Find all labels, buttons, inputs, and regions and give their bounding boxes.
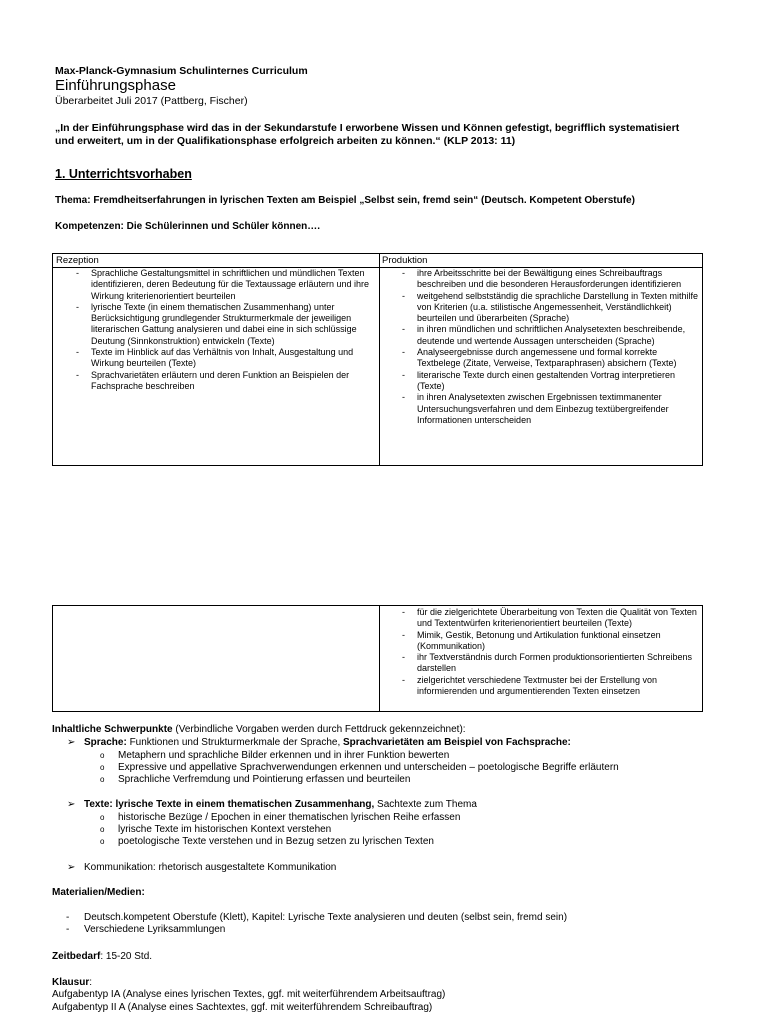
list-item: o poetologische Texte verstehen und in Bezug setzen zu lyrischen Texten xyxy=(100,835,434,847)
column-divider xyxy=(379,254,380,465)
focus-item-kommunikation: ➢ Kommunikation: rhetorisch ausgestaltete Kommunikation xyxy=(67,862,337,873)
dash-bullet: - xyxy=(76,347,79,358)
circle-bullet-icon: o xyxy=(100,813,105,822)
competence-line: Kompetenzen: Die Schülerinnen und Schüler können…. xyxy=(55,221,321,232)
focus-heading-bold: Inhaltliche Schwerpunkte xyxy=(52,724,173,735)
list-item: - Mimik, Gestik, Betonung und Artikulation funktional einsetzen (Kommunikation) xyxy=(402,629,661,651)
competence-table xyxy=(52,253,703,466)
list-item: o historische Bezüge / Epochen in einer thematischen lyrischen Reihe erfassen xyxy=(100,812,461,823)
circle-bullet-icon: o xyxy=(100,762,105,772)
list-item: - Texte im Hinblick auf das Verhältnis von Inhalt, Ausgestaltung und Wirkung beurteilen (Texte) xyxy=(76,347,354,369)
list-item: - für die zielgerichtete Überarbeitung von Texten die Qualität von Texten und Textentwürfen kriterienorientiert beurteilen (Texte) xyxy=(402,607,697,629)
dash-bullet: - xyxy=(402,290,405,301)
focus-item-texte: ➢ Texte: lyrische Texte in einem thematischen Zusammenhang, Sachtexte zum Thema xyxy=(67,799,477,810)
produktion-list-continued xyxy=(382,607,700,697)
arrow-bullet-icon: ➢ xyxy=(67,862,76,873)
rezeption-list xyxy=(56,268,374,392)
list-item: - in ihren Analysetexten zwischen Ergebnissen textimmanenter Untersuchungsverfahren und dem Einbezug textübergreifender Informationen unterscheiden xyxy=(402,392,669,425)
time-requirement: Zeitbedarf: 15-20 Std. xyxy=(52,951,153,962)
dash-bullet: - xyxy=(402,674,405,685)
list-item: - weitgehend selbstständig die sprachliche Darstellung in Texten mithilfe von Kriterien (u.a. stilistische Angemessenheit, Verständlichkeit) beurteilen und überarbeiten (Sprache) xyxy=(402,290,698,324)
exam-type-line: Aufgabentyp II A (Analyse eines Sachtextes, ggf. mit weiterführendem Schreibauftrag) xyxy=(52,1002,433,1013)
circle-bullet-icon: o xyxy=(100,824,105,834)
arrow-bullet-icon: ➢ xyxy=(67,799,76,810)
intro-quote: „In der Einführungsphase wird das in der Sekundarstufe I erworbene Wissen und Können gefestigt, begrifflich systematisiert und erweitert, um in der Qualifikationsphase erfolgreich arbeiten zu können.“ (KLP 2013: 11) xyxy=(55,122,680,147)
column-header-rezeption: Rezeption xyxy=(56,255,99,266)
revision-note: Überarbeitet Juli 2017 (Pattberg, Fischer) xyxy=(55,95,248,107)
school-title: Max-Planck-Gymnasium Schulinternes Curriculum xyxy=(55,65,308,77)
list-item: - in ihren mündlichen und schriftlichen Analysetexten beschreibende, deutende und wertende Aussagen unterscheiden (Sprache) xyxy=(402,324,686,346)
focus-item-sprache: ➢ Sprache: Funktionen und Strukturmerkmale der Sprache, Sprachvarietäten am Beispiel von Fachsprache: xyxy=(67,737,571,748)
competence-table-continued xyxy=(52,605,703,712)
sprache-sub-list xyxy=(100,750,619,785)
dash-bullet: - xyxy=(402,347,405,358)
list-item: - Sprachliche Gestaltungsmittel in schriftlichen und mündlichen Texten identifizieren, deren Bedeutung für die Textaussage erläutern und ihre Wirkung kriterienorientiert beurteilen xyxy=(76,268,370,301)
dash-bullet: - xyxy=(402,629,405,640)
column-divider xyxy=(379,606,380,711)
circle-bullet-icon: o xyxy=(100,774,105,784)
list-item: - literarische Texte durch einen gestaltenden Vortrag interpretieren (Texte) xyxy=(402,369,675,391)
list-item: - ihr Textverständnis durch Formen produktionsorientierten Schreibens darstellen xyxy=(402,652,692,674)
exam-type-line: Aufgabentyp IA (Analyse eines lyrischen Textes, ggf. mit weiterführendem Arbeitsauftrag) xyxy=(52,989,446,1000)
texte-sub-list xyxy=(100,812,460,847)
produktion-list xyxy=(382,268,700,426)
list-item: o lyrische Texte im historischen Kontext verstehen xyxy=(100,823,332,835)
exam-heading: Klausur: xyxy=(52,977,93,988)
list-item: - ihre Arbeitsschritte bei der Bewältigung eines Schreibauftrags beschreiben und die besonderen Herausforderungen identifizieren xyxy=(402,268,682,290)
dash-bullet: - xyxy=(402,652,405,663)
materials-heading: Materialien/Medien: xyxy=(52,887,145,898)
focus-heading-rest: (Verbindliche Vorgaben werden durch Fettdruck gekennzeichnet): xyxy=(172,724,466,735)
dash-bullet: - xyxy=(66,924,70,935)
list-item: - lyrische Texte (in einem thematischen Zusammenhang) unter Berücksichtigung grundlegender Strukturmerkmale der jeweiligen literarischen Gattung analysieren und dabei eine in sich schlüssige Deutung (Sinnkonstruktion) entwickeln (Texte) xyxy=(76,301,357,346)
list-item: o Metaphern und sprachliche Bilder erkennen und in ihrer Funktion bewerten xyxy=(100,750,450,761)
dash-bullet: - xyxy=(402,268,405,278)
dash-bullet: - xyxy=(66,912,70,923)
list-item: - Analyseergebnisse durch angemessene und formal korrekte Textbelege (Zitate, Verweise, Textparaphrasen) absichern (Texte) xyxy=(402,347,677,369)
dash-bullet: - xyxy=(76,301,79,312)
dash-bullet: - xyxy=(402,369,405,380)
list-item: - Deutsch.kompetent Oberstufe (Klett), Kapitel: Lyrische Texte analysieren und deuten (selbst sein, fremd sein) xyxy=(66,912,568,923)
column-header-produktion: Produktion xyxy=(382,255,428,266)
list-item: o Expressive und appellative Sprachverwendungen erkennen und unterscheiden – poetologische Begriffe erläutern xyxy=(100,761,619,773)
circle-bullet-icon: o xyxy=(100,751,105,760)
theme-line: Thema: Fremdheitserfahrungen in lyrischen Texten am Beispiel „Selbst sein, fremd sein“ (Deutsch. Kompetent Oberstufe) xyxy=(55,195,635,206)
list-item: - zielgerichtet verschiedene Textmuster bei der Erstellung von informierenden und argumentierenden Texten einsetzen xyxy=(402,674,657,697)
list-item: - Verschiedene Lyriksammlungen xyxy=(66,924,226,935)
focus-heading xyxy=(52,724,466,735)
arrow-bullet-icon: ➢ xyxy=(67,737,76,748)
materials-list xyxy=(52,912,567,936)
dash-bullet: - xyxy=(402,324,405,335)
dash-bullet: - xyxy=(76,268,79,278)
circle-bullet-icon: o xyxy=(100,836,105,846)
list-item: o Sprachliche Verfremdung und Pointierung erfassen und beurteilen xyxy=(100,773,411,785)
dash-bullet: - xyxy=(76,369,79,380)
list-item: - Sprachvarietäten erläutern und deren Funktion an Beispielen der Fachsprache beschreiben xyxy=(76,369,350,391)
section-heading: 1. Unterrichtsvorhaben xyxy=(55,167,192,181)
dash-bullet: - xyxy=(402,392,405,403)
phase-title: Einführungsphase xyxy=(55,77,176,94)
dash-bullet: - xyxy=(402,607,405,617)
